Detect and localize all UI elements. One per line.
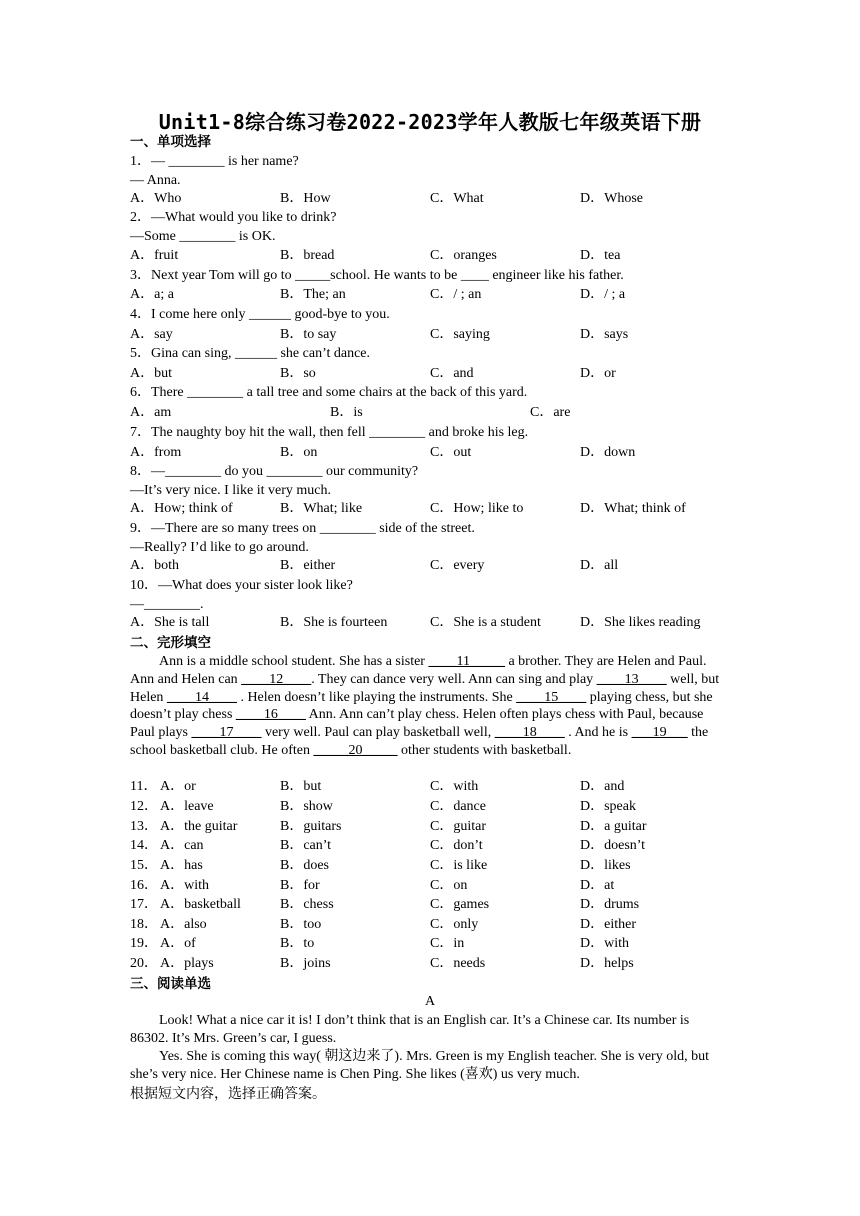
blank-15: ____15____ [516,689,587,705]
q8-answer-line: —It’s very nice. I like it very much. [130,483,331,498]
passage-label: A [424,994,436,1009]
q1-option-a: A．Who [130,191,182,206]
q9-option-c: C．every [430,558,485,573]
cloze-option-b: B．show [280,799,333,814]
cloze-option-a: A．has [160,858,203,873]
q9-option-b: B．either [280,558,336,573]
blank-13: ____13____ [596,671,667,687]
cloze-option-c: C．games [430,897,490,912]
q1-option-d: D．Whose [580,191,643,206]
blank-17: ____17____ [191,725,262,741]
cloze-option-c: C．dance [430,799,486,814]
cloze-q-number: 17． [130,897,158,912]
cloze-option-c: C．on [430,878,468,893]
q3-option-c: C．/ ; an [430,287,482,302]
cloze-option-d: D．doesn’t [580,838,646,853]
q3-option-b: B．The; an [280,287,346,302]
q10-option-d: D．She likes reading [580,615,701,630]
cloze-option-d: D．a guitar [580,819,647,834]
q7-option-b: B．on [280,445,318,460]
q2-option-c: C．oranges [430,248,497,263]
q8-option-a: A．How; think of [130,501,233,516]
cloze-option-c: C．don’t [430,838,483,853]
q10-answer-line: —________. [130,597,204,612]
cloze-option-d: D．drums [580,897,640,912]
q5-option-c: C．and [430,366,474,381]
cloze-option-c: C．with [430,779,479,794]
q3-stem: 3．Next year Tom will go to _____school. He wants to be ____ engineer like his father. [130,268,624,283]
section-heading-2: 二、完形填空 [130,635,211,651]
q1-stem: 1．— ________ is her name? [130,154,299,169]
q5-option-a: A．but [130,366,172,381]
q7-stem: 7．The naughty boy hit the wall, then fell ________ and broke his leg. [130,425,529,440]
q2-option-d: D．tea [580,248,621,263]
q2-answer-line: —Some ________ is OK. [130,229,276,244]
q2-stem: 2．—What would you like to drink? [130,210,337,225]
blank-18: ____18____ [494,725,565,741]
cloze-option-d: D．with [580,936,629,951]
cloze-option-d: D．helps [580,956,634,971]
cloze-option-a: A．plays [160,956,214,971]
q9-option-d: D．all [580,558,619,573]
q6-option-c: C．are [530,405,571,420]
blank-16: ____16____ [235,707,306,723]
q5-option-d: D．or [580,366,616,381]
q4-option-a: A．say [130,327,173,342]
cloze-option-b: B．to [280,936,315,951]
q7-option-c: C．out [430,445,472,460]
cloze-option-a: A．with [160,878,209,893]
cloze-option-b: B．can’t [280,838,332,853]
cloze-option-c: C．needs [430,956,486,971]
cloze-option-d: D．and [580,779,625,794]
q3-option-d: D．/ ; a [580,287,626,302]
cloze-option-a: A．leave [160,799,214,814]
q6-option-b: B．is [330,405,363,420]
q6-stem: 6．There ________ a tall tree and some chairs at the back of this yard. [130,385,528,400]
q4-stem: 4．I come here only ______ good-bye to you. [130,307,390,322]
q3-option-a: A．a; a [130,287,174,302]
cloze-q-number: 15． [130,858,158,873]
blank-12: ____12____ [241,671,312,687]
cloze-option-c: C．is like [430,858,488,873]
cloze-option-c: C．guitar [430,819,486,834]
q8-option-d: D．What; think of [580,501,686,516]
reading-instruction: 根据短文内容，选择正确答案。 [130,1087,326,1102]
cloze-option-b: B．too [280,917,322,932]
q9-answer-line: —Really? I’d like to go around. [130,540,309,555]
section-heading-3: 三、阅读单选 [130,976,211,992]
blank-20: _____20_____ [313,742,398,758]
blank-14: ____14____ [166,689,237,705]
cloze-option-d: D．speak [580,799,636,814]
cloze-option-a: A．can [160,838,204,853]
cloze-option-b: B．but [280,779,322,794]
cloze-option-d: D．likes [580,858,631,873]
cloze-q-number: 18． [130,917,158,932]
q1-option-c: C．What [430,191,484,206]
cloze-q-number: 13． [130,819,158,834]
cloze-q-number: 16． [130,878,158,893]
cloze-option-d: D．at [580,878,615,893]
cloze-option-d: D．either [580,917,636,932]
cloze-option-a: A．basketball [160,897,241,912]
q5-option-b: B．so [280,366,316,381]
q8-option-c: C．How; like to [430,501,524,516]
q9-option-a: A．both [130,558,179,573]
blank-19: ___19___ [631,725,688,741]
q10-stem: 10．—What does your sister look like? [130,578,353,593]
q10-option-a: A．She is tall [130,615,210,630]
q4-option-b: B．to say [280,327,337,342]
page-title: Unit1-8综合练习卷2022-2023学年人教版七年级英语下册 [158,110,702,134]
cloze-option-c: C．only [430,917,479,932]
cloze-option-b: B．guitars [280,819,342,834]
cloze-q-number: 12． [130,799,158,814]
cloze-q-number: 19． [130,936,158,951]
cloze-option-b: B．does [280,858,329,873]
cloze-option-b: B．joins [280,956,331,971]
reading-paragraph-1: Look! What a nice car it is! I don’t think that is an English car. It’s a Chinese car. Its number is 86302. It’s Mrs. Green’s car, I guess. [130,1013,690,1046]
q7-option-a: A．from [130,445,182,460]
cloze-option-a: A．the guitar [160,819,238,834]
q1-option-b: B．How [280,191,331,206]
q6-option-a: A．am [130,405,172,420]
q2-option-b: B．bread [280,248,335,263]
cloze-option-a: A．of [160,936,196,951]
reading-paragraph-2: Yes. She is coming this way( 朝这边来了). Mrs. Green is my English teacher. She is very old, but she’s very nice. Her Chinese name is Chen Ping. She likes (喜欢) us very much. [130,1049,709,1082]
q2-option-a: A．fruit [130,248,179,263]
cloze-passage: Ann is a middle school student. She has a sister ____11_____ a brother. They are Helen and Paul. Ann and Helen can ____12____. They can dance very well. Ann can sing and play ____13____ well, but Helen ____14____ . Helen doesn’t like playing the instruments. She ____15____ playing chess, but she doesn’t play chess ____16____ Ann. Ann can’t play chess. Helen often plays chess with Paul, because Paul plays ____17____ very well. Paul can play basketball well, ____18____ . And he is ___19___ the school basketball club. He often _____20_____ other students with basketball. [130,654,720,758]
q1-answer-line: — Anna. [130,173,181,188]
q4-option-c: C．saying [430,327,490,342]
cloze-q-number: 20． [130,956,158,971]
cloze-option-a: A．or [160,779,196,794]
q8-option-b: B．What; like [280,501,363,516]
section-heading-1: 一、单项选择 [130,134,211,150]
q10-option-b: B．She is fourteen [280,615,388,630]
cloze-option-b: B．for [280,878,320,893]
q10-option-c: C．She is a student [430,615,541,630]
q4-option-d: D．says [580,327,629,342]
cloze-q-number: 14． [130,838,158,853]
q5-stem: 5．Gina can sing, ______ she can’t dance. [130,346,371,361]
blank-11: ____11_____ [428,654,505,669]
q9-stem: 9．—There are so many trees on ________ side of the street. [130,521,475,536]
cloze-option-a: A．also [160,917,207,932]
q7-option-d: D．down [580,445,636,460]
cloze-option-c: C．in [430,936,465,951]
cloze-q-number: 11． [130,779,158,794]
q8-stem: 8．—________ do you ________ our community? [130,464,419,479]
cloze-option-b: B．chess [280,897,334,912]
